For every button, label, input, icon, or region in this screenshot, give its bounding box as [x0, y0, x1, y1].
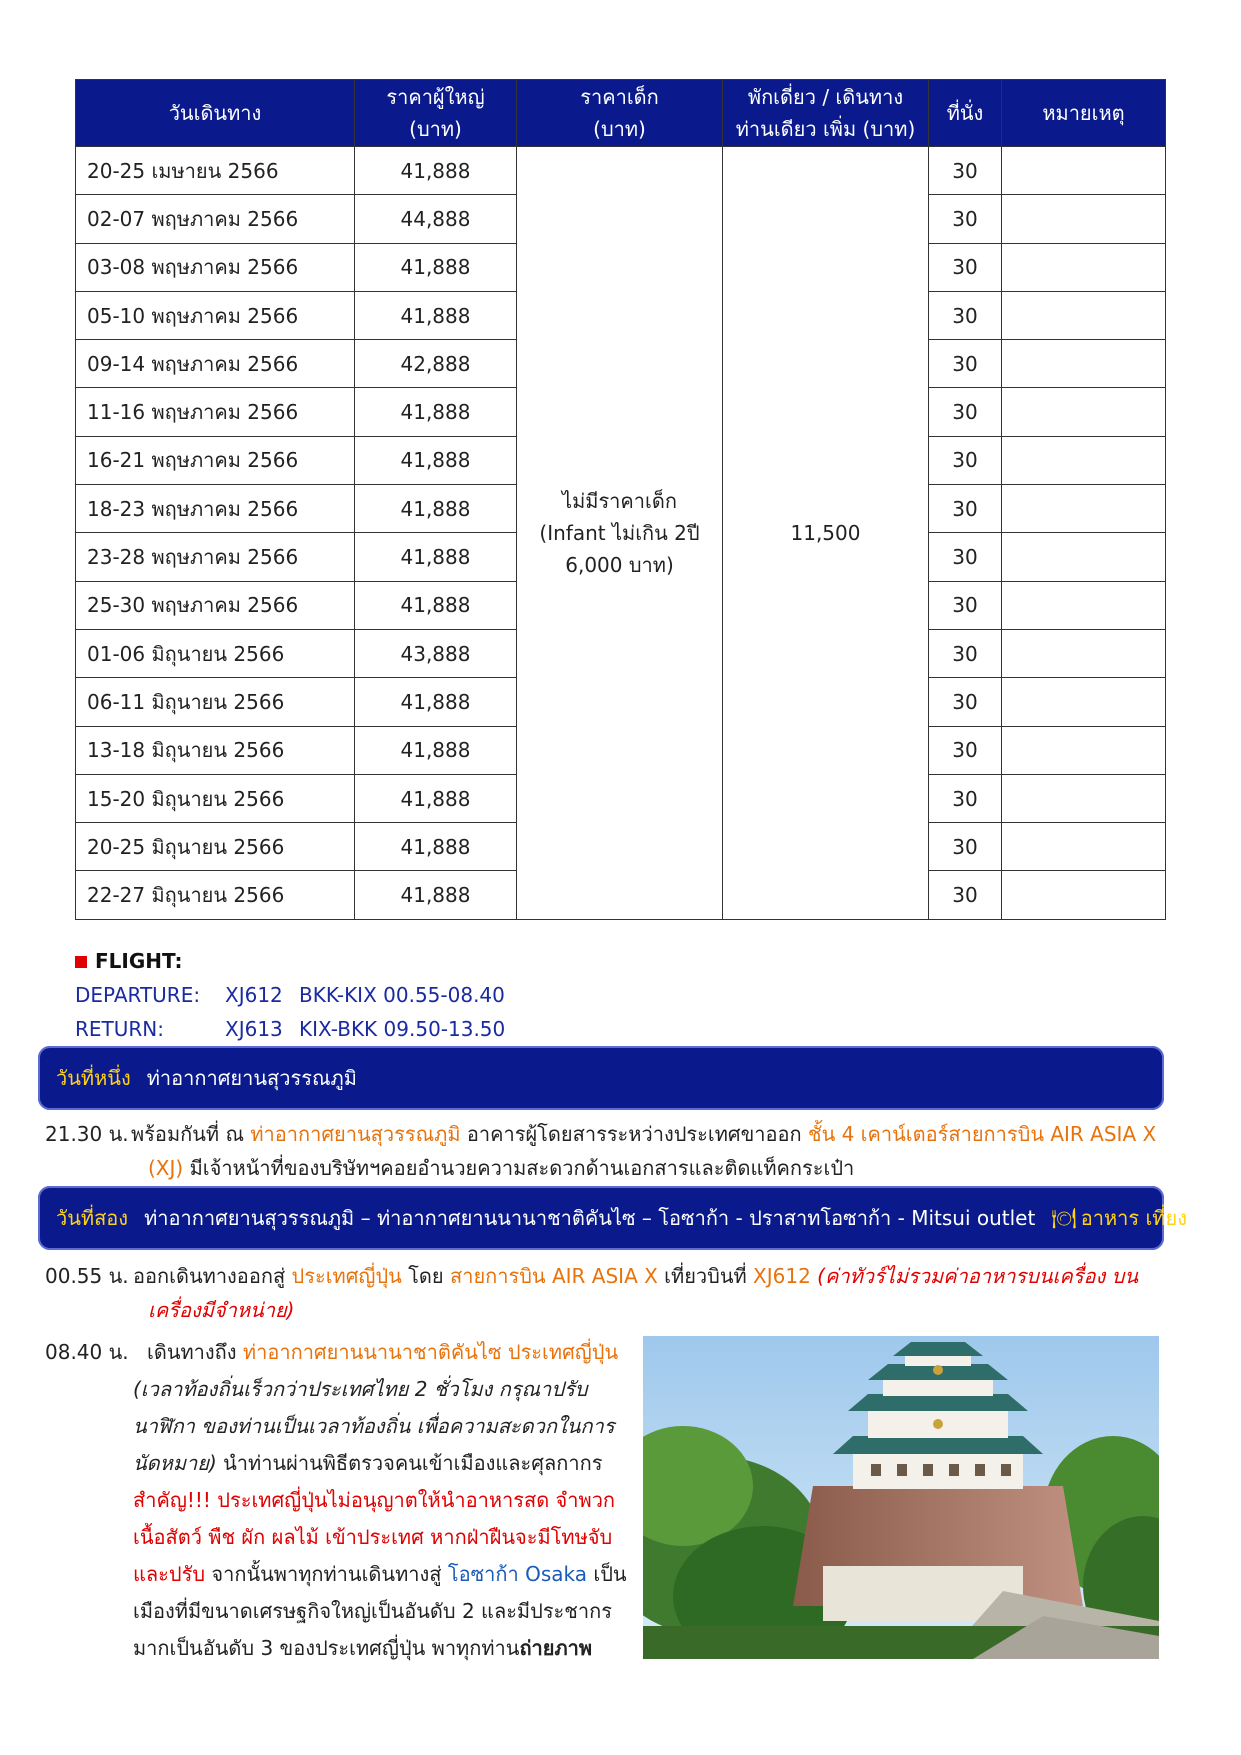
- row-remarks: [1002, 340, 1166, 388]
- row-date: 25-30 พฤษภาคม 2566: [76, 581, 355, 629]
- day2-entry-arrival: 08.40 น. เดินทางถึง ท่าอากาศยานนานาชาติคันไซ ประเทศญี่ปุ่น (เวลาท้องถิ่นเร็วกว่าประเทศไทย 2 ชั่วโมง กรุณาปรับ นาฬิกา ของท่านเป็นเวลาท้องถิ่น เพื่อความสะดวกในการ นัดหมาย) นำท่านผ่านพิธีตรวจคนเข้าเมืองและศุลกากร สำคัญ!!! ประเทศญี่ปุ่นไม่อนุญาตให้นำอาหารสด จำพวก เนื้อสัตว์ พืช ผัก ผลไม้ เข้าประเทศ หากฝ่าฝืนจะมีโทษจับ และปรับ จากนั้นพาทุกท่านเดินทางสู่ โอซาก้า Osaka เป็น เมืองที่มีขนาดเศรษฐกิจใหญ่เป็นอันดับ 2 และมีประชากร มากเป็นอันดับ 3 ของประเทศญี่ปุ่น พาทุกท่านถ่ายภาพ: [45, 1340, 627, 1660]
- row-date: 09-14 พฤษภาคม 2566: [76, 340, 355, 388]
- row-adult-price: 41,888: [355, 533, 517, 581]
- flight-title: FLIGHT:: [75, 944, 505, 978]
- row-seats: 30: [929, 340, 1002, 388]
- row-seats: 30: [929, 195, 1002, 243]
- row-adult-price: 41,888: [355, 678, 517, 726]
- row-adult-price: 41,888: [355, 291, 517, 339]
- row-remarks: [1002, 823, 1166, 871]
- flight-return: RETURN: XJ613 KIX-BKK 09.50-13.50: [75, 1017, 506, 1041]
- row-remarks: [1002, 629, 1166, 677]
- row-seats: 30: [929, 871, 1002, 919]
- row-remarks: [1002, 726, 1166, 774]
- row-date: 06-11 มิถุนายน 2566: [76, 678, 355, 726]
- row-date: 03-08 พฤษภาคม 2566: [76, 243, 355, 291]
- row-remarks: [1002, 485, 1166, 533]
- flight-departure: DEPARTURE: XJ612 BKK-KIX 00.55-08.40: [75, 983, 505, 1007]
- osaka-castle-photo: [643, 1336, 1159, 1659]
- row-seats: 30: [929, 726, 1002, 774]
- row-date: 18-23 พฤษภาคม 2566: [76, 485, 355, 533]
- row-adult-price: 41,888: [355, 388, 517, 436]
- child-price-cell: ไม่มีราคาเด็ก (Infant ไม่เกิน 2ปี 6,000 บาท): [517, 147, 723, 920]
- day2-meal: อาหาร เที่ยง: [1080, 1206, 1187, 1230]
- row-adult-price: 43,888: [355, 629, 517, 677]
- row-seats: 30: [929, 243, 1002, 291]
- row-remarks: [1002, 774, 1166, 822]
- red-square-bullet-icon: [75, 956, 87, 968]
- row-adult-price: 41,888: [355, 726, 517, 774]
- row-seats: 30: [929, 436, 1002, 484]
- row-remarks: [1002, 533, 1166, 581]
- table-row: [76, 147, 1166, 195]
- row-adult-price: 41,888: [355, 243, 517, 291]
- row-remarks: [1002, 436, 1166, 484]
- row-adult-price: 42,888: [355, 340, 517, 388]
- row-seats: 30: [929, 147, 1002, 195]
- row-remarks: [1002, 195, 1166, 243]
- header-child-price: ราคาเด็ก (บาท): [517, 80, 723, 147]
- row-date: 13-18 มิถุนายน 2566: [76, 726, 355, 774]
- header-adult-price: ราคาผู้ใหญ่ (บาท): [355, 80, 517, 147]
- row-remarks: [1002, 291, 1166, 339]
- row-remarks: [1002, 388, 1166, 436]
- row-adult-price: 41,888: [355, 485, 517, 533]
- day1-banner: [38, 1046, 1164, 1110]
- row-seats: 30: [929, 774, 1002, 822]
- row-remarks: [1002, 243, 1166, 291]
- row-adult-price: 41,888: [355, 823, 517, 871]
- meal-icon: 🍽: [1051, 1206, 1077, 1230]
- row-adult-price: 44,888: [355, 195, 517, 243]
- header-date: วันเดินทาง: [76, 80, 355, 147]
- day2-label: วันที่สอง: [56, 1206, 129, 1230]
- day2-banner: [38, 1186, 1187, 1250]
- day1-label: วันที่หนึ่ง: [56, 1066, 131, 1090]
- row-date: 20-25 มิถุนายน 2566: [76, 823, 355, 871]
- row-remarks: [1002, 678, 1166, 726]
- row-adult-price: 41,888: [355, 147, 517, 195]
- row-seats: 30: [929, 629, 1002, 677]
- header-seats: ที่นั่ง: [929, 80, 1002, 147]
- header-remarks: หมายเหตุ: [1002, 80, 1166, 147]
- row-date: 15-20 มิถุนายน 2566: [76, 774, 355, 822]
- row-date: 16-21 พฤษภาคม 2566: [76, 436, 355, 484]
- flight-info: [75, 944, 505, 1046]
- single-supplement-cell: 11,500: [723, 147, 929, 920]
- table-header-row: [76, 80, 1166, 147]
- row-seats: 30: [929, 678, 1002, 726]
- row-date: 22-27 มิถุนายน 2566: [76, 871, 355, 919]
- row-adult-price: 41,888: [355, 436, 517, 484]
- day1-entry: 21.30 น. พร้อมกันที่ ณ ท่าอากาศยานสุวรรณภูมิ อาคารผู้โดยสารระหว่างประเทศขาออก ชั้น 4 เคาน์เตอร์สายการบิน AIR ASIA X (XJ) มีเจ้าหน้าที่ของบริษัทฯคอยอำนวยความสะดวกด้านเอกสารและติดแท็คกระเป๋า: [45, 1122, 1157, 1180]
- row-remarks: [1002, 871, 1166, 919]
- row-seats: 30: [929, 388, 1002, 436]
- row-date: 05-10 พฤษภาคม 2566: [76, 291, 355, 339]
- day2-title: ท่าอากาศยานสุวรรณภูมิ – ท่าอากาศยานนานาชาติคันไซ – โอซาก้า - ปราสาทโอซาก้า - Mitsui outlet: [144, 1206, 1036, 1230]
- row-remarks: [1002, 581, 1166, 629]
- day2-entry-departure: 00.55 น. ออกเดินทางออกสู่ ประเทศญี่ปุ่น โดย สายการบิน AIR ASIA X เที่ยวบินที่ XJ612 (ค่าทัวร์ไม่รวมค่าอาหารบนเครื่อง บน เครื่องมีจำหน่าย): [45, 1264, 1138, 1322]
- row-seats: 30: [929, 581, 1002, 629]
- row-seats: 30: [929, 291, 1002, 339]
- row-seats: 30: [929, 533, 1002, 581]
- row-adult-price: 41,888: [355, 871, 517, 919]
- row-seats: 30: [929, 485, 1002, 533]
- row-date: 01-06 มิถุนายน 2566: [76, 629, 355, 677]
- row-date: 02-07 พฤษภาคม 2566: [76, 195, 355, 243]
- row-seats: 30: [929, 823, 1002, 871]
- row-remarks: [1002, 147, 1166, 195]
- row-adult-price: 41,888: [355, 581, 517, 629]
- row-date: 20-25 เมษายน 2566: [76, 147, 355, 195]
- price-table: [75, 79, 1166, 920]
- day1-title: ท่าอากาศยานสุวรรณภูมิ: [146, 1066, 357, 1090]
- header-single-supplement: พักเดี่ยว / เดินทาง ท่านเดียว เพิ่ม (บาท): [723, 80, 929, 147]
- row-adult-price: 41,888: [355, 774, 517, 822]
- row-date: 11-16 พฤษภาคม 2566: [76, 388, 355, 436]
- row-date: 23-28 พฤษภาคม 2566: [76, 533, 355, 581]
